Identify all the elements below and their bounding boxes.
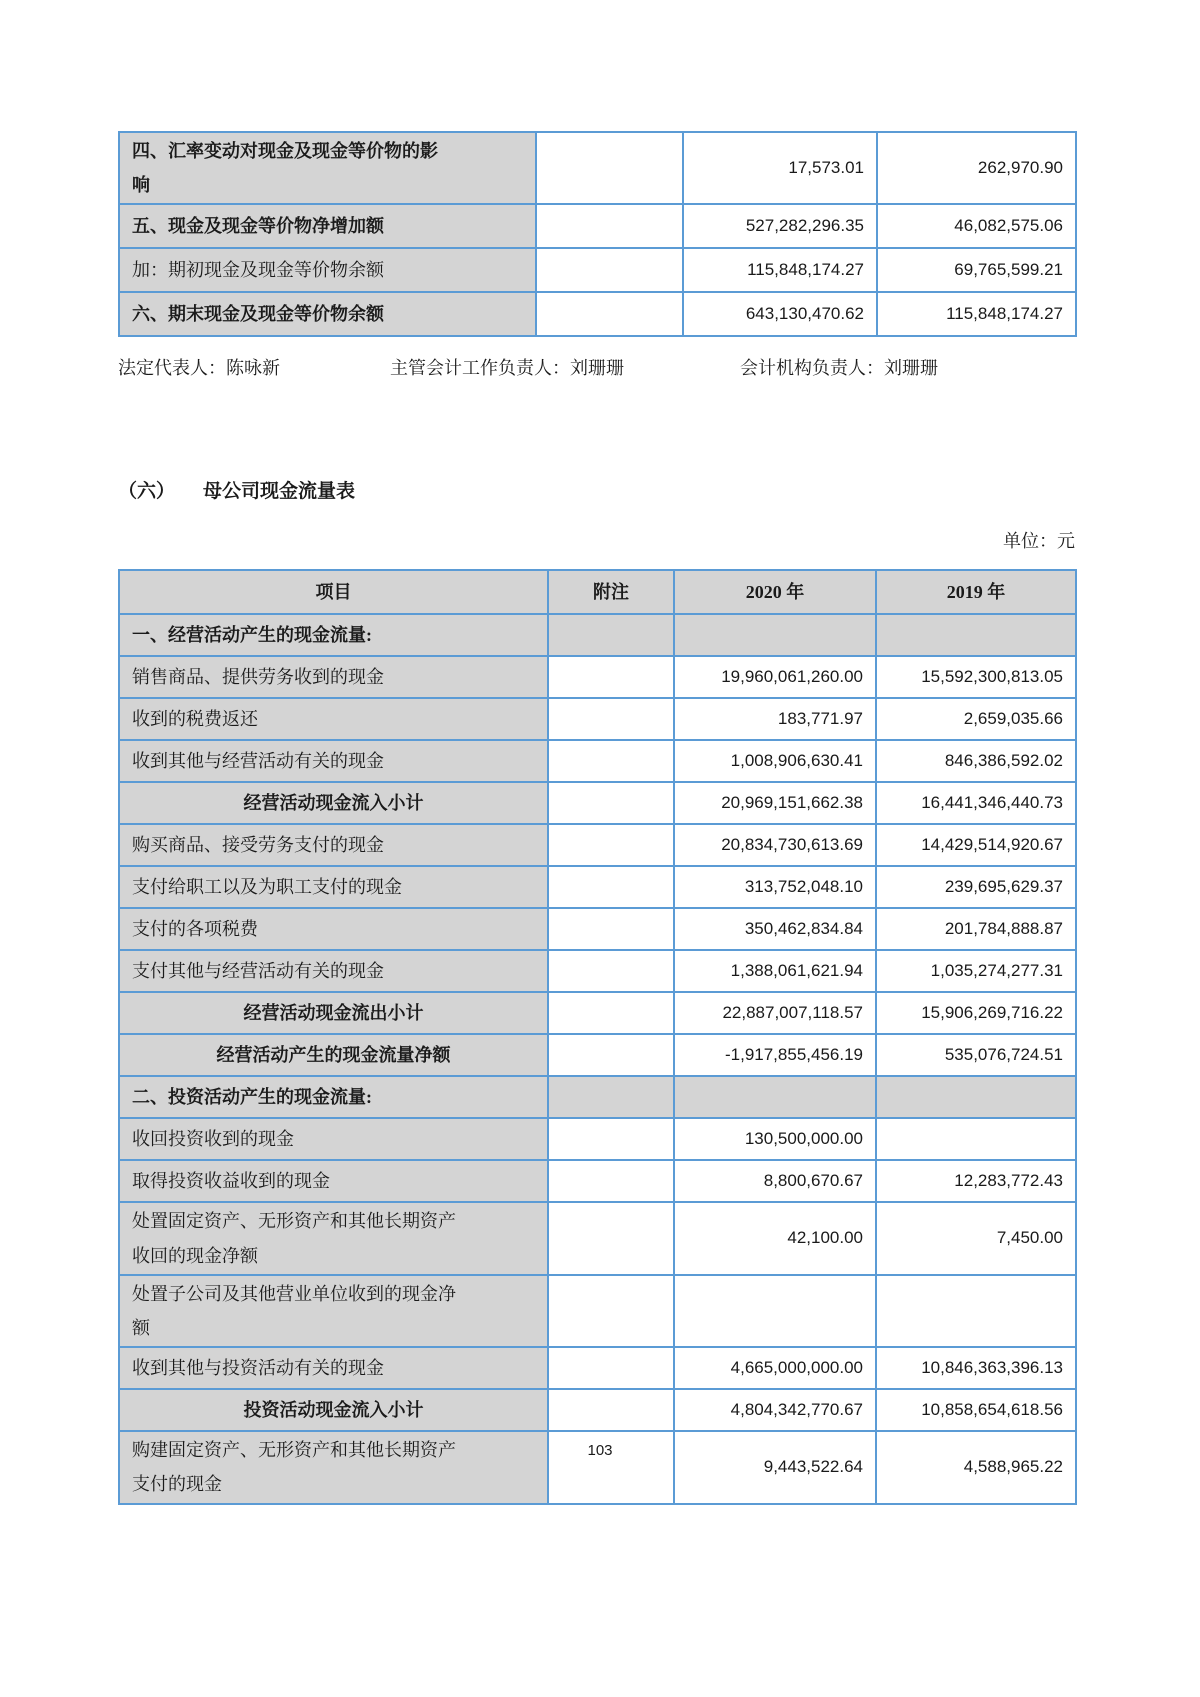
row-note-cell bbox=[536, 248, 683, 292]
row-label: 处置子公司及其他营业单位收到的现金净额 bbox=[119, 1275, 548, 1347]
table-row bbox=[119, 292, 1076, 336]
row-note-cell bbox=[548, 992, 674, 1034]
row-note-cell bbox=[548, 1034, 674, 1076]
table-row bbox=[119, 908, 1076, 950]
row-value-2020: 22,887,007,118.57 bbox=[674, 992, 876, 1034]
row-note-cell bbox=[548, 1389, 674, 1431]
row-label: 购建固定资产、无形资产和其他长期资产支付的现金 bbox=[119, 1431, 548, 1503]
row-note-cell bbox=[548, 614, 674, 656]
row-value-2019 bbox=[876, 1118, 1076, 1160]
row-value-2019: 239,695,629.37 bbox=[876, 866, 1076, 908]
row-value-2020 bbox=[674, 1076, 876, 1118]
table-row bbox=[119, 204, 1076, 248]
row-value-2020: 20,834,730,613.69 bbox=[674, 824, 876, 866]
table-row bbox=[119, 740, 1076, 782]
table-row bbox=[119, 698, 1076, 740]
section-heading-title: 母公司现金流量表 bbox=[203, 481, 356, 503]
table-row bbox=[119, 782, 1076, 824]
header-item: 项目 bbox=[119, 570, 548, 614]
table-row bbox=[119, 1275, 1076, 1347]
row-label: 取得投资收益收到的现金 bbox=[119, 1160, 548, 1202]
row-label: 支付的各项税费 bbox=[119, 908, 548, 950]
row-label: 四、汇率变动对现金及现金等价物的影响 bbox=[119, 132, 536, 204]
table-row bbox=[119, 1034, 1076, 1076]
section-heading-index: （六） bbox=[118, 481, 176, 503]
table-row bbox=[119, 1118, 1076, 1160]
row-value-2019: 14,429,514,920.67 bbox=[876, 824, 1076, 866]
row-value-2019: 201,784,888.87 bbox=[876, 908, 1076, 950]
row-note-cell bbox=[548, 1076, 674, 1118]
cash-flow-table bbox=[118, 569, 1077, 1504]
section-heading bbox=[118, 476, 1075, 503]
row-label: 收回投资收到的现金 bbox=[119, 1118, 548, 1160]
table-row bbox=[119, 656, 1076, 698]
row-value-2020: 130,500,000.00 bbox=[674, 1118, 876, 1160]
signature-chief-accounting-officer: 主管会计工作负责人：刘珊珊 bbox=[390, 358, 624, 379]
row-value-2020: 4,804,342,770.67 bbox=[674, 1389, 876, 1431]
row-note-cell bbox=[548, 740, 674, 782]
table-row bbox=[119, 248, 1076, 292]
row-value-2020: 115,848,174.27 bbox=[683, 248, 877, 292]
row-value-2020: 183,771.97 bbox=[674, 698, 876, 740]
row-value-2019 bbox=[876, 614, 1076, 656]
header-2020: 2020 年 bbox=[674, 570, 876, 614]
row-note-cell bbox=[548, 782, 674, 824]
row-value-2019: 2,659,035.66 bbox=[876, 698, 1076, 740]
row-value-2019: 10,858,654,618.56 bbox=[876, 1389, 1076, 1431]
row-label: 支付其他与经营活动有关的现金 bbox=[119, 950, 548, 992]
table-header-row bbox=[119, 570, 1076, 614]
row-label: 投资活动现金流入小计 bbox=[119, 1389, 548, 1431]
table-row bbox=[119, 614, 1076, 656]
table-row bbox=[119, 992, 1076, 1034]
row-note-cell bbox=[536, 132, 683, 204]
row-note-cell bbox=[548, 908, 674, 950]
unit-line bbox=[118, 527, 1075, 553]
row-value-2019: 15,592,300,813.05 bbox=[876, 656, 1076, 698]
table-row bbox=[119, 1202, 1076, 1274]
page-content bbox=[118, 0, 1075, 1505]
table-row bbox=[119, 824, 1076, 866]
row-value-2020: 643,130,470.62 bbox=[683, 292, 877, 336]
header-note: 附注 bbox=[548, 570, 674, 614]
row-note-cell bbox=[548, 1275, 674, 1347]
row-note-cell bbox=[548, 1160, 674, 1202]
page-number: 103 bbox=[587, 1442, 613, 1459]
row-value-2020: 19,960,061,260.00 bbox=[674, 656, 876, 698]
row-label: 处置固定资产、无形资产和其他长期资产收回的现金净额 bbox=[119, 1202, 548, 1274]
row-value-2020: -1,917,855,456.19 bbox=[674, 1034, 876, 1076]
row-label: 支付给职工以及为职工支付的现金 bbox=[119, 866, 548, 908]
row-note-cell bbox=[536, 292, 683, 336]
row-value-2020: 350,462,834.84 bbox=[674, 908, 876, 950]
row-value-2020: 17,573.01 bbox=[683, 132, 877, 204]
table-row bbox=[119, 132, 1076, 204]
row-value-2020: 4,665,000,000.00 bbox=[674, 1347, 876, 1389]
row-value-2020: 1,388,061,621.94 bbox=[674, 950, 876, 992]
row-note-cell bbox=[548, 698, 674, 740]
table-row bbox=[119, 866, 1076, 908]
row-label: 五、现金及现金等价物净增加额 bbox=[119, 204, 536, 248]
row-label: 收到其他与经营活动有关的现金 bbox=[119, 740, 548, 782]
row-value-2019: 4,588,965.22 bbox=[876, 1431, 1076, 1503]
row-note-cell bbox=[548, 656, 674, 698]
row-value-2019: 12,283,772.43 bbox=[876, 1160, 1076, 1202]
row-value-2020: 527,282,296.35 bbox=[683, 204, 877, 248]
table-row bbox=[119, 1389, 1076, 1431]
row-value-2020: 8,800,670.67 bbox=[674, 1160, 876, 1202]
row-note-cell bbox=[548, 1118, 674, 1160]
row-note-cell bbox=[548, 950, 674, 992]
row-label: 收到其他与投资活动有关的现金 bbox=[119, 1347, 548, 1389]
row-label: 一、经营活动产生的现金流量: bbox=[119, 614, 548, 656]
row-value-2019: 535,076,724.51 bbox=[876, 1034, 1076, 1076]
table-row bbox=[119, 950, 1076, 992]
row-value-2019: 10,846,363,396.13 bbox=[876, 1347, 1076, 1389]
row-note-cell bbox=[548, 1347, 674, 1389]
row-value-2019 bbox=[876, 1275, 1076, 1347]
row-note-cell bbox=[548, 824, 674, 866]
row-note-cell bbox=[548, 866, 674, 908]
row-value-2020: 20,969,151,662.38 bbox=[674, 782, 876, 824]
row-value-2020: 9,443,522.64 bbox=[674, 1431, 876, 1503]
row-value-2020 bbox=[674, 1275, 876, 1347]
row-value-2019: 846,386,592.02 bbox=[876, 740, 1076, 782]
row-label: 经营活动产生的现金流量净额 bbox=[119, 1034, 548, 1076]
row-value-2019: 1,035,274,277.31 bbox=[876, 950, 1076, 992]
row-value-2020: 1,008,906,630.41 bbox=[674, 740, 876, 782]
row-label: 收到的税费返还 bbox=[119, 698, 548, 740]
row-value-2020: 42,100.00 bbox=[674, 1202, 876, 1274]
signature-legal-rep: 法定代表人：陈咏新 bbox=[118, 358, 280, 379]
row-label: 经营活动现金流出小计 bbox=[119, 992, 548, 1034]
row-value-2020: 313,752,048.10 bbox=[674, 866, 876, 908]
row-value-2019: 262,970.90 bbox=[877, 132, 1076, 204]
row-value-2020 bbox=[674, 614, 876, 656]
table-row bbox=[119, 1347, 1076, 1389]
row-value-2019 bbox=[876, 1076, 1076, 1118]
row-note-cell bbox=[548, 1202, 674, 1274]
unit-label: 单位：元 bbox=[1003, 531, 1075, 552]
signature-line bbox=[118, 354, 1075, 380]
row-value-2019: 7,450.00 bbox=[876, 1202, 1076, 1274]
row-label: 二、投资活动产生的现金流量: bbox=[119, 1076, 548, 1118]
row-label: 加：期初现金及现金等价物余额 bbox=[119, 248, 536, 292]
summary-table bbox=[118, 131, 1077, 337]
row-label: 六、期末现金及现金等价物余额 bbox=[119, 292, 536, 336]
row-label: 购买商品、接受劳务支付的现金 bbox=[119, 824, 548, 866]
row-value-2019: 115,848,174.27 bbox=[877, 292, 1076, 336]
row-value-2019: 16,441,346,440.73 bbox=[876, 782, 1076, 824]
row-value-2019: 15,906,269,716.22 bbox=[876, 992, 1076, 1034]
row-value-2019: 69,765,599.21 bbox=[877, 248, 1076, 292]
table-row bbox=[119, 1076, 1076, 1118]
table-row bbox=[119, 1160, 1076, 1202]
row-note-cell bbox=[536, 204, 683, 248]
row-label: 销售商品、提供劳务收到的现金 bbox=[119, 656, 548, 698]
row-label: 经营活动现金流入小计 bbox=[119, 782, 548, 824]
row-value-2019: 46,082,575.06 bbox=[877, 204, 1076, 248]
header-2019: 2019 年 bbox=[876, 570, 1076, 614]
signature-accounting-dept-head: 会计机构负责人：刘珊珊 bbox=[740, 358, 938, 379]
